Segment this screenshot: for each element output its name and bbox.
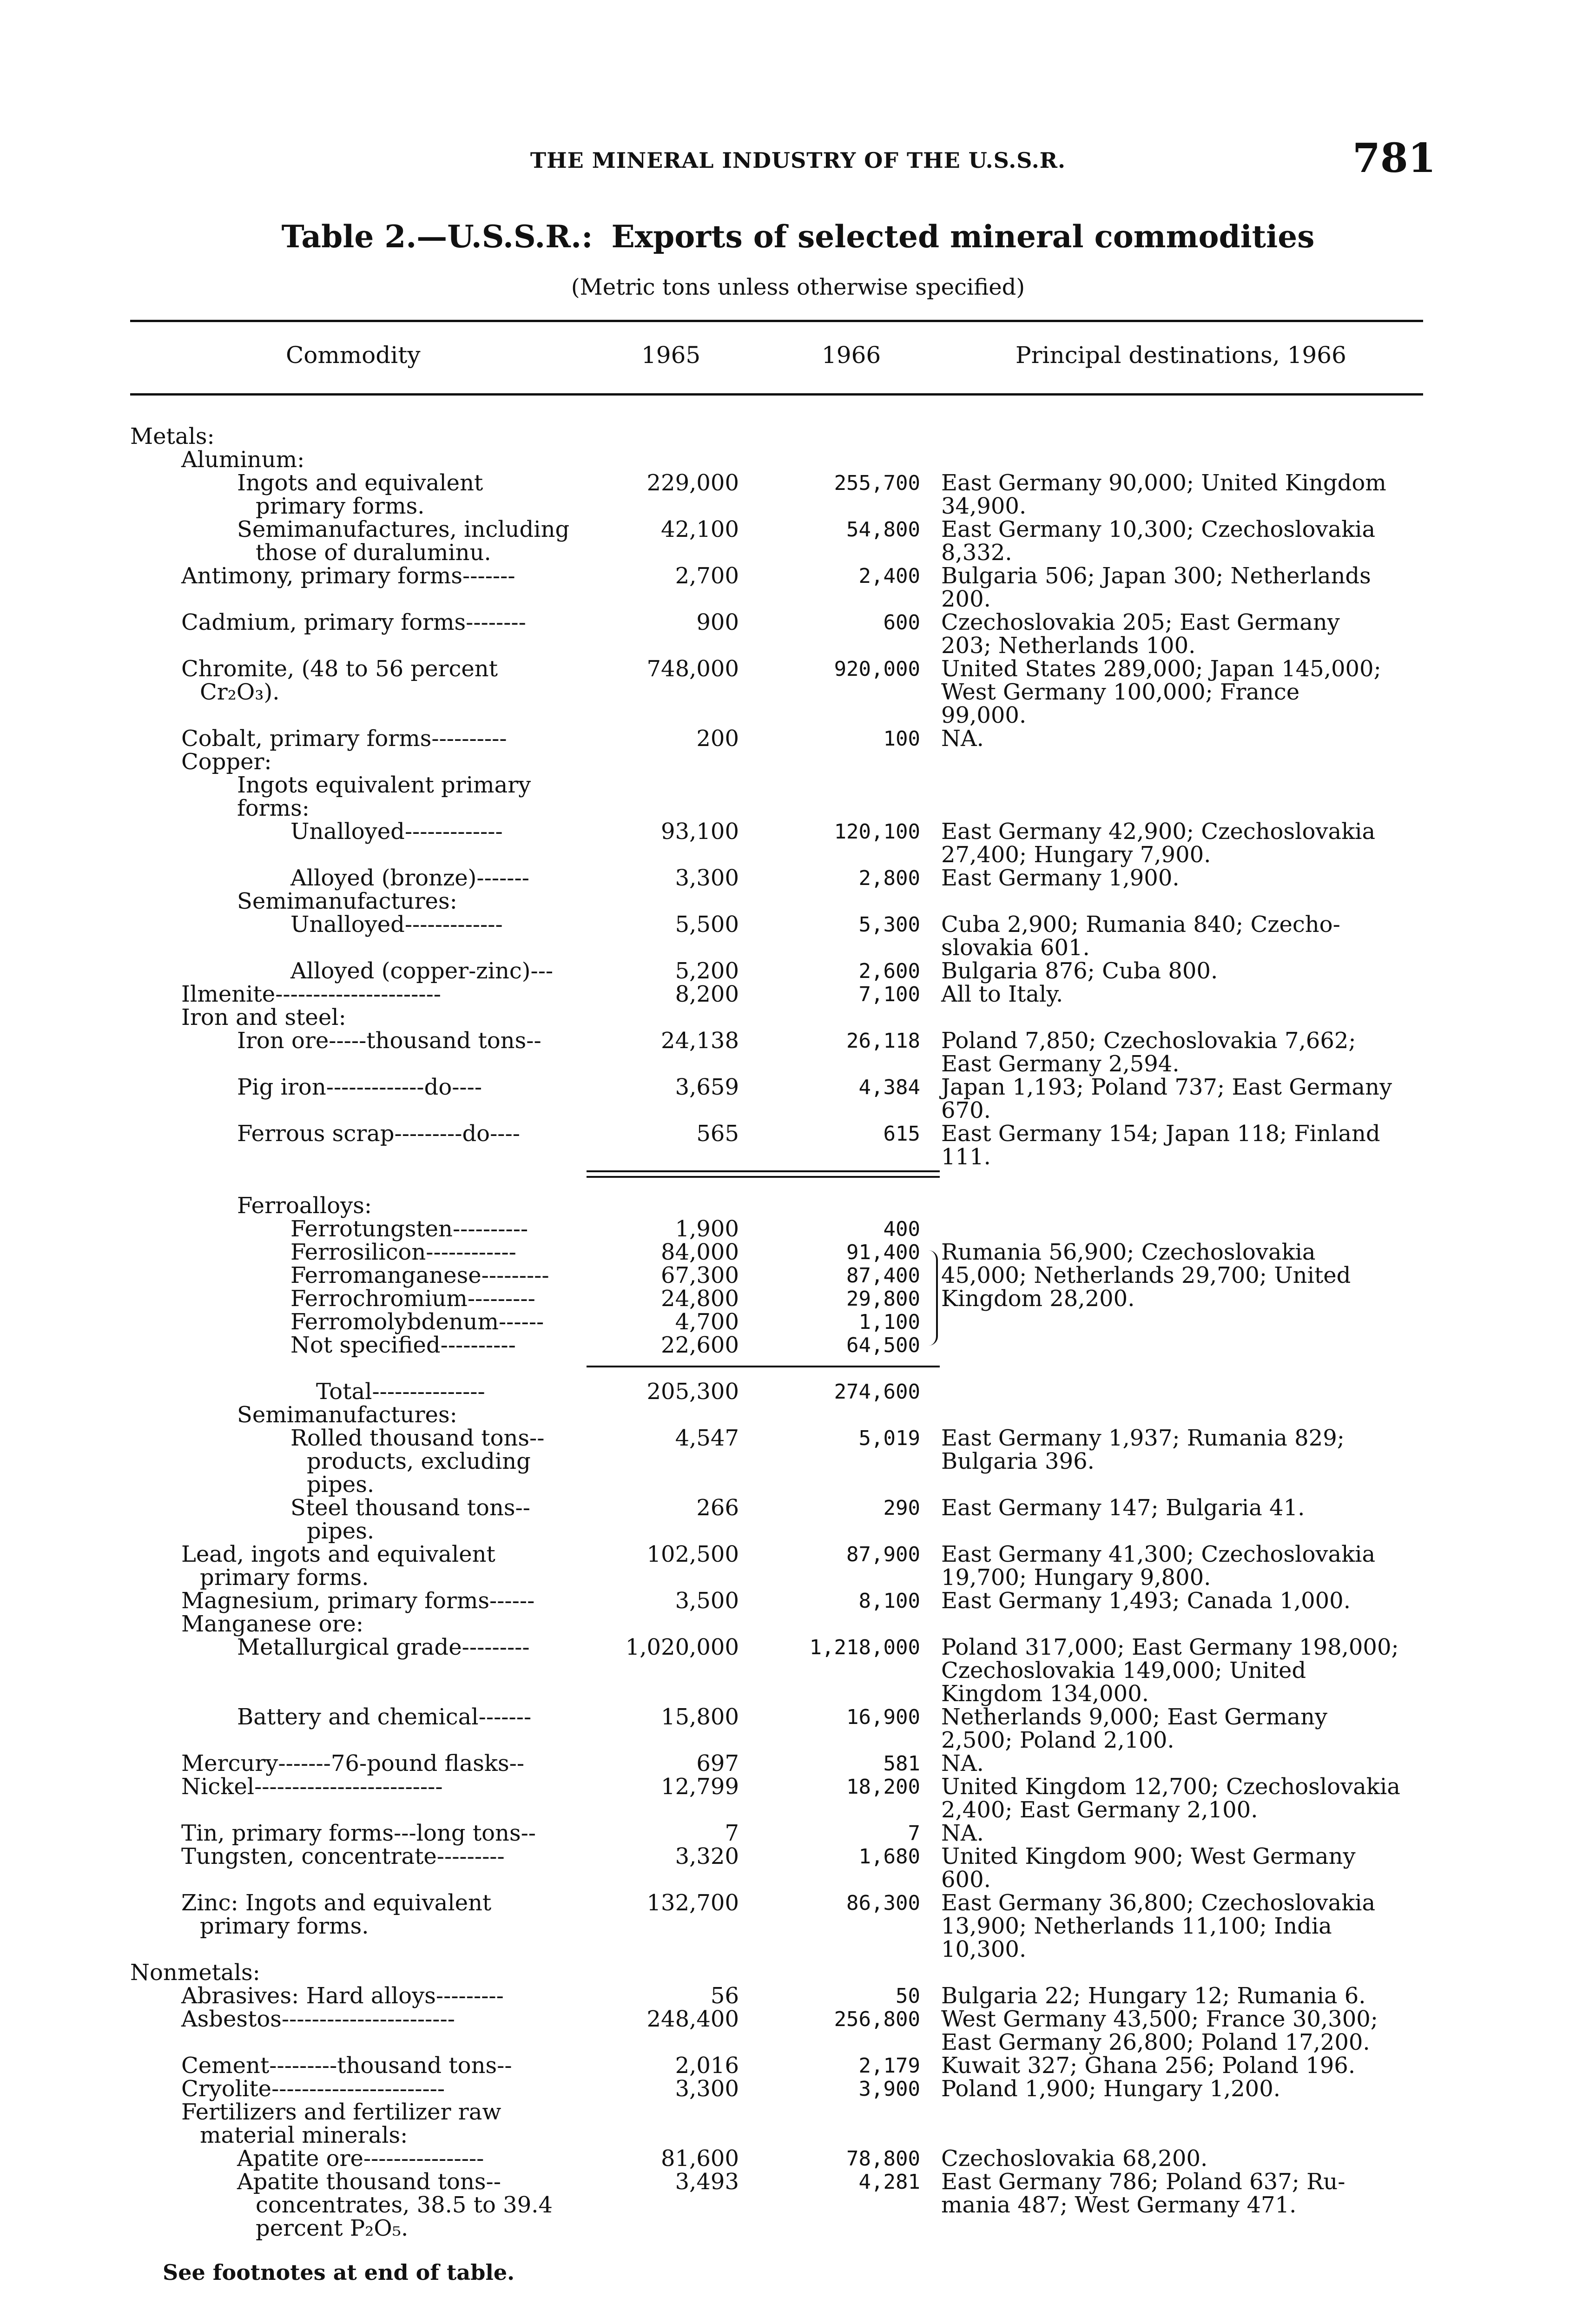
value-1966-cell: 2,800 [858,866,920,890]
destinations-cell: Poland 317,000; East Germany 198,000; [941,1634,1399,1660]
commodity-cell: Cr₂O₃). [200,679,280,705]
commodity-cell: Battery and chemical------- [237,1704,532,1730]
col-header-destinations: Principal destinations, 1966 [1016,342,1346,369]
value-1966-cell: 54,800 [846,518,920,541]
value-1966-cell: 78,800 [846,2147,920,2171]
destinations-cell: East Germany 1,937; Rumania 829; [941,1425,1345,1451]
value-1966-cell: 290 [883,1496,920,1520]
destinations-cell: 13,900; Netherlands 11,100; India [941,1913,1332,1939]
destinations-cell: Kuwait 327; Ghana 256; Poland 196. [941,2053,1356,2079]
destinations-cell: 45,000; Netherlands 29,700; United [941,1262,1351,1288]
value-1965-cell: 200 [696,726,739,752]
destinations-cell: East Germany 41,300; Czechoslovakia [941,1541,1376,1567]
commodity-cell: Aluminum: [181,447,305,473]
value-1966-cell: 2,600 [858,959,920,983]
destinations-cell: 670. [941,1097,991,1123]
top-rule [130,320,1423,322]
table-subtitle: (Metric tons unless otherwise specified) [571,274,1025,300]
value-1966-cell: 600 [883,611,920,634]
commodity-cell: Ferroalloys: [237,1193,372,1219]
destinations-cell: All to Italy. [941,981,1063,1007]
commodity-cell: Ferrosilicon------------ [290,1239,516,1265]
value-1965-cell: 3,659 [675,1074,739,1100]
commodity-cell: Ferrous scrap---------do---- [237,1121,520,1147]
destinations-cell: slovakia 601. [941,935,1090,961]
value-1966-cell: 4,281 [858,2170,920,2194]
value-1965-cell: 81,600 [661,2146,739,2172]
value-1966-cell: 64,500 [846,1334,920,1357]
commodity-cell: Antimony, primary forms------- [181,563,515,589]
commodity-cell: Steel thousand tons-- [290,1495,530,1521]
destinations-cell: 600. [941,1867,991,1893]
destinations-cell: 99,000. [941,702,1027,728]
commodity-cell: Mercury-------76-pound flasks-- [181,1750,525,1776]
col-header-1966: 1966 [822,342,881,369]
value-1966-cell: 29,800 [846,1287,920,1311]
destinations-cell: 203; Netherlands 100. [941,633,1196,659]
commodity-cell: Cryolite----------------------- [181,2076,445,2102]
value-1966-cell: 3,900 [858,2077,920,2101]
value-1965-cell: 3,300 [675,865,739,891]
commodity-cell: Ilmenite---------------------- [181,981,442,1007]
destinations-cell: United States 289,000; Japan 145,000; [941,656,1381,682]
destinations-cell: East Germany 2,594. [941,1051,1180,1077]
destinations-cell: NA. [941,1750,984,1776]
destinations-cell: East Germany 1,493; Canada 1,000. [941,1588,1351,1614]
destinations-cell: 200. [941,586,991,612]
value-1965-cell: 67,300 [661,1262,739,1288]
commodity-cell: those of duraluminu. [256,540,491,566]
commodity-cell: Pig iron-------------do---- [237,1074,482,1100]
destinations-cell: West Germany 100,000; France [941,679,1300,705]
commodity-cell: Manganese ore: [181,1611,364,1637]
destinations-cell: mania 487; West Germany 471. [941,2192,1297,2218]
section-double-rule [587,1170,940,1172]
footnote: See footnotes at end of table. [163,2260,515,2285]
destinations-cell: Bulgaria 396. [941,1448,1095,1474]
value-1966-cell: 920,000 [834,657,920,681]
commodity-cell: percent P₂O₅. [256,2215,409,2241]
commodity-cell: Ferrotungsten---------- [290,1216,528,1242]
value-1966-cell: 120,100 [834,820,920,844]
value-1966-cell: 87,900 [846,1543,920,1566]
destinations-cell: Japan 1,193; Poland 737; East Germany [941,1074,1392,1100]
commodity-cell: pipes. [307,1472,375,1498]
value-1965-cell: 3,500 [675,1588,739,1614]
value-1966-cell: 7,100 [858,983,920,1006]
commodity-cell: Abrasives: Hard alloys--------- [181,1983,504,2009]
destinations-cell: NA. [941,1820,984,1846]
value-1965-cell: 56 [710,1983,739,2009]
commodity-cell: Iron and steel: [181,1004,346,1030]
value-1965-cell: 565 [696,1121,739,1147]
value-1966-cell: 1,100 [858,1310,920,1334]
destinations-cell: East Germany 10,300; Czechoslovakia [941,516,1376,542]
page-number: 781 [1352,135,1436,182]
value-1965-cell: 5,200 [675,958,739,984]
value-1966-cell: 274,600 [834,1380,920,1404]
commodity-cell: Unalloyed------------- [290,911,503,938]
table-title [0,218,1596,255]
commodity-cell: Unalloyed------------- [290,819,503,845]
destinations-cell: Kingdom 134,000. [941,1681,1149,1707]
table-number: Table 2.—U.S.S.R.: [281,218,593,255]
destinations-cell: East Germany 42,900; Czechoslovakia [941,819,1376,845]
destinations-cell: 2,500; Poland 2,100. [941,1727,1174,1753]
value-1966-cell: 16,900 [846,1705,920,1729]
value-1965-cell: 102,500 [646,1541,739,1567]
destinations-cell: East Germany 26,800; Poland 17,200. [941,2029,1370,2055]
value-1965-cell: 900 [696,609,739,635]
value-1966-cell: 256,800 [834,2007,920,2031]
destinations-cell: 8,332. [941,540,1012,566]
commodity-cell: Cobalt, primary forms---------- [181,726,507,752]
destinations-cell: Bulgaria 876; Cuba 800. [941,958,1218,984]
value-1966-cell: 8,100 [858,1589,920,1613]
commodity-cell: Tungsten, concentrate--------- [181,1843,505,1869]
value-1965-cell: 7 [725,1820,739,1846]
commodity-cell: Asbestos----------------------- [181,2006,455,2032]
commodity-cell: Nickel------------------------- [181,1774,443,1800]
destinations-cell: Kingdom 28,200. [941,1286,1135,1312]
ferroalloys-brace [922,1250,938,1346]
value-1965-cell: 2,700 [675,563,739,589]
value-1965-cell: 2,016 [675,2053,739,2079]
value-1965-cell: 748,000 [646,656,739,682]
destinations-cell: United Kingdom 12,700; Czechoslovakia [941,1774,1400,1800]
table-caption: Exports of selected mineral commodities [611,218,1315,255]
value-1966-cell: 615 [883,1122,920,1146]
commodity-cell: Metals: [130,423,215,449]
commodity-cell: material minerals: [200,2122,408,2148]
value-1966-cell: 91,400 [846,1241,920,1264]
value-1965-cell: 84,000 [661,1239,739,1265]
commodity-cell: Ferromanganese--------- [290,1262,549,1288]
value-1966-cell: 86,300 [846,1891,920,1915]
value-1966-cell: 581 [883,1752,920,1776]
destinations-cell: Czechoslovakia 68,200. [941,2146,1208,2172]
commodity-cell: Zinc: Ingots and equivalent [181,1890,492,1916]
value-1965-cell: 248,400 [646,2006,739,2032]
commodity-cell: Ingots and equivalent [237,470,483,496]
commodity-cell: Cement---------thousand tons-- [181,2053,512,2079]
destinations-cell: Cuba 2,900; Rumania 840; Czecho- [941,911,1340,938]
commodity-cell: Semimanufactures: [237,1402,457,1428]
value-1966-cell: 1,218,000 [809,1636,920,1659]
value-1965-cell: 8,200 [675,981,739,1007]
destinations-cell: 34,900. [941,493,1027,519]
commodity-cell: forms: [237,795,310,821]
value-1966-cell: 2,179 [858,2054,920,2078]
destinations-cell: East Germany 36,800; Czechoslovakia [941,1890,1376,1916]
destinations-cell: East Germany 154; Japan 118; Finland [941,1121,1380,1147]
commodity-cell: Ingots equivalent primary [237,772,531,798]
commodity-cell: Semimanufactures, including [237,516,570,542]
destinations-cell: United Kingdom 900; West Germany [941,1843,1356,1869]
destinations-cell: East Germany 147; Bulgaria 41. [941,1495,1305,1521]
value-1965-cell: 697 [696,1750,739,1776]
commodity-cell: Total--------------- [316,1379,485,1405]
commodity-cell: Alloyed (copper-zinc)--- [290,958,554,984]
destinations-cell: Netherlands 9,000; East Germany [941,1704,1327,1730]
destinations-cell: 19,700; Hungary 9,800. [941,1565,1211,1591]
destinations-cell: 10,300. [941,1936,1027,1962]
destinations-cell: Poland 7,850; Czechoslovakia 7,662; [941,1028,1356,1054]
value-1965-cell: 24,800 [661,1286,739,1312]
commodity-cell: concentrates, 38.5 to 39.4 [256,2192,553,2218]
commodity-cell: Apatite thousand tons-- [237,2169,501,2195]
destinations-cell: Bulgaria 506; Japan 300; Netherlands [941,563,1371,589]
value-1965-cell: 132,700 [646,1890,739,1916]
value-1966-cell: 5,300 [858,913,920,937]
commodity-cell: Semimanufactures: [237,888,457,914]
value-1966-cell: 7 [908,1822,920,1845]
commodity-cell: primary forms. [200,1913,369,1939]
value-1966-cell: 18,200 [846,1775,920,1799]
value-1965-cell: 1,900 [675,1216,739,1242]
value-1966-cell: 1,680 [858,1845,920,1868]
commodity-cell: Alloyed (bronze)------- [290,865,529,891]
commodity-cell: Rolled thousand tons-- [290,1425,545,1451]
value-1966-cell: 2,400 [858,564,920,588]
commodity-cell: Apatite ore---------------- [237,2146,484,2172]
destinations-cell: East Germany 1,900. [941,865,1180,891]
value-1966-cell: 50 [896,1984,920,2008]
value-1965-cell: 5,500 [675,911,739,938]
commodity-cell: Lead, ingots and equivalent [181,1541,495,1567]
commodity-cell: Tin, primary forms---long tons-- [181,1820,536,1846]
value-1965-cell: 1,020,000 [625,1634,739,1660]
commodity-cell: Not specified---------- [290,1332,516,1358]
commodity-cell: primary forms. [200,1565,369,1591]
value-1966-cell: 87,400 [846,1264,920,1287]
col-header-commodity: Commodity [286,342,421,369]
total-rule [587,1366,940,1367]
destinations-cell: Czechoslovakia 149,000; United [941,1657,1306,1684]
column-header-row [0,342,1596,379]
destinations-cell: East Germany 786; Poland 637; Ru- [941,2169,1345,2195]
destinations-cell: East Germany 90,000; United Kingdom [941,470,1386,496]
value-1966-cell: 400 [883,1217,920,1241]
commodity-cell: Nonmetals: [130,1960,260,1986]
value-1965-cell: 4,547 [675,1425,739,1451]
destinations-cell: Poland 1,900; Hungary 1,200. [941,2076,1280,2102]
value-1966-cell: 100 [883,727,920,751]
value-1965-cell: 4,700 [675,1309,739,1335]
commodity-cell: Ferromolybdenum------ [290,1309,544,1335]
value-1965-cell: 266 [696,1495,739,1521]
running-head: THE MINERAL INDUSTRY OF THE U.S.S.R. [530,148,1066,173]
value-1966-cell: 26,118 [846,1029,920,1053]
destinations-cell: 27,400; Hungary 7,900. [941,842,1211,868]
value-1965-cell: 3,320 [675,1843,739,1869]
commodity-cell: products, excluding [307,1448,531,1474]
destinations-cell: NA. [941,726,984,752]
value-1966-cell: 5,019 [858,1426,920,1450]
value-1965-cell: 24,138 [661,1028,739,1054]
value-1965-cell: 12,799 [661,1774,739,1800]
col-header-1965: 1965 [641,342,701,369]
destinations-cell: Rumania 56,900; Czechoslovakia [941,1239,1316,1265]
value-1965-cell: 3,493 [675,2169,739,2195]
commodity-cell: Fertilizers and fertilizer raw [181,2099,501,2125]
commodity-cell: Chromite, (48 to 56 percent [181,656,498,682]
commodity-cell: Iron ore-----thousand tons-- [237,1028,541,1054]
header-rule [130,393,1423,396]
commodity-cell: Cadmium, primary forms-------- [181,609,526,635]
commodity-cell: Magnesium, primary forms------ [181,1588,535,1614]
value-1965-cell: 93,100 [661,819,739,845]
destinations-cell: West Germany 43,500; France 30,300; [941,2006,1378,2032]
value-1965-cell: 42,100 [661,516,739,542]
destinations-cell: Bulgaria 22; Hungary 12; Rumania 6. [941,1983,1366,2009]
commodity-cell: Copper: [181,749,272,775]
value-1965-cell: 3,300 [675,2076,739,2102]
value-1966-cell: 255,700 [834,471,920,495]
commodity-cell: Metallurgical grade--------- [237,1634,530,1660]
value-1965-cell: 205,300 [646,1379,739,1405]
value-1966-cell: 4,384 [858,1076,920,1099]
destinations-cell: Czechoslovakia 205; East Germany [941,609,1340,635]
value-1965-cell: 229,000 [646,470,739,496]
destinations-cell: 2,400; East Germany 2,100. [941,1797,1258,1823]
value-1965-cell: 22,600 [661,1332,739,1358]
commodity-cell: primary forms. [256,493,425,519]
section-double-rule-2 [587,1176,940,1178]
destinations-cell: 111. [941,1144,991,1170]
commodity-cell: pipes. [307,1518,375,1544]
commodity-cell: Ferrochromium--------- [290,1286,535,1312]
value-1965-cell: 15,800 [661,1704,739,1730]
